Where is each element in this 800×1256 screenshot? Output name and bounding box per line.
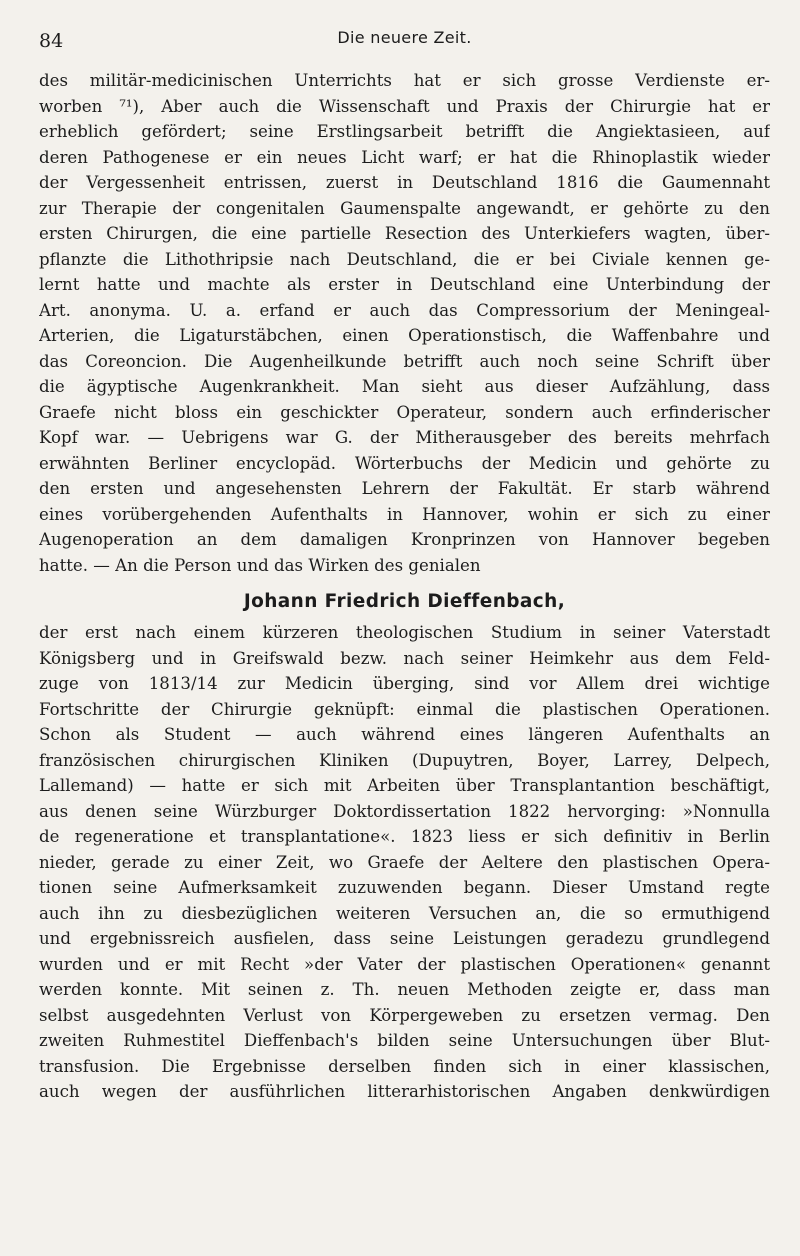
text-line: Königsberg und in Greifswald bezw. nach seiner Heimkehr aus dem Feld-	[39, 648, 770, 668]
text-line: werden konnte. Mit seinen z. Th. neuen Methoden zeigte er, dass man	[39, 980, 770, 999]
running-title: Die neuere Zeit.	[337, 28, 472, 47]
paragraph-graefe	[39, 68, 770, 578]
text-line: wurden und er mit Recht »der Vater der plastischen Operationen« genannt	[39, 954, 770, 974]
text-line: auch wegen der ausführlichen litterarhistorischen Angaben denkwürdigen	[39, 1082, 770, 1101]
text-line: erwähnten Berliner encyclopäd. Wörterbuchs der Medicin und gehörte zu	[39, 453, 770, 473]
text-line: Arterien, die Ligaturstäbchen, einen Operationstisch, die Waffenbahre und	[39, 326, 770, 345]
text-line: Graefe nicht bloss ein geschickter Operateur, sondern auch erfinderischer	[39, 402, 770, 422]
text-line: des militär-medicinischen Unterrichts hat er sich grosse Verdienste er-	[39, 71, 770, 90]
text-line: auch ihn zu diesbezüglichen weiteren Versuchen an, die so ermuthigend	[39, 903, 770, 923]
text-line: selbst ausgedehnten Verlust von Körpergeweben zu ersetzen vermag. Den	[39, 1005, 770, 1025]
text-line: de regeneratione et transplantatione«. 1823 liess er sich definitiv in Berlin	[39, 827, 770, 846]
text-line: erheblich gefördert; seine Erstlingsarbeit betrifft die Angiektasieen, auf	[39, 122, 770, 141]
text-line: pflanzte die Lithothripsie nach Deutschland, die er bei Civiale kennen ge-	[39, 249, 770, 269]
text-line: worben ⁷¹), Aber auch die Wissenschaft und Praxis der Chirurgie hat er	[39, 96, 770, 116]
text-line: zuge von 1813/14 zur Medicin überging, sind vor Allem drei wichtige	[39, 674, 770, 693]
text-line: französischen chirurgischen Kliniken (Dupuytren, Boyer, Larrey, Delpech,	[39, 750, 770, 770]
text-line: die ägyptische Augenkrankheit. Man sieht aus dieser Aufzählung, dass	[39, 377, 770, 396]
text-line: Fortschritte der Chirurgie geknüpft: einmal die plastischen Operationen.	[39, 699, 770, 719]
text-line: transfusion. Die Ergebnisse derselben finden sich in einer klassischen,	[39, 1056, 770, 1076]
text-line: lernt hatte und machte als erster in Deutschland eine Unterbindung der	[39, 275, 770, 294]
text-line: zweiten Ruhmestitel Dieffenbach's bilden seine Untersuchungen über Blut-	[39, 1031, 770, 1050]
text-line: das Coreoncion. Die Augenheilkunde betrifft auch noch seine Schrift über	[39, 351, 770, 371]
text-line: Schon als Student — auch während eines längeren Aufenthalts an	[39, 725, 770, 744]
text-line: zur Therapie der congenitalen Gaumenspalte angewandt, er gehörte zu den	[39, 198, 770, 218]
text-line: Kopf war. — Uebrigens war G. der Mitherausgeber des bereits mehrfach	[39, 428, 770, 447]
text-line: Lallemand) — hatte er sich mit Arbeiten über Transplantantion beschäftigt,	[39, 776, 770, 795]
text-line: ersten Chirurgen, die eine partielle Resection des Unterkiefers wagten, über-	[39, 224, 770, 243]
text-line: Augenoperation an dem damaligen Kronprinzen von Hannover begeben	[39, 530, 770, 549]
running-head	[39, 20, 770, 52]
text-line: hatte. — An die Person und das Wirken des genialen	[39, 555, 481, 575]
text-line: aus denen seine Würzburger Doktordissertation 1822 hervorging: »Nonnulla	[39, 801, 770, 821]
text-line: deren Pathogenese er ein neues Licht warf; er hat die Rhinoplastik wieder	[39, 147, 770, 167]
text-line: der erst nach einem kürzeren theologischen Studium in seiner Vaterstadt	[39, 623, 770, 642]
body-text	[39, 68, 770, 1105]
text-line: Art. anonyma. U. a. erfand er auch das Compressorium der Meningeal-	[39, 300, 770, 320]
text-line: tionen seine Aufmerksamkeit zuzuwenden begann. Dieser Umstand regte	[39, 878, 770, 897]
text-line: nieder, gerade zu einer Zeit, wo Graefe der Aeltere den plastischen Opera-	[39, 852, 770, 872]
text-line: eines vorübergehenden Aufenthalts in Hannover, wohin er sich zu einer	[39, 504, 770, 524]
text-line: den ersten und angesehensten Lehrern der Fakultät. Er starb während	[39, 479, 770, 498]
section-heading: Johann Friedrich Dieffenbach,	[243, 591, 566, 612]
text-line: und ergebnissreich ausfielen, dass seine Leistungen geradezu grundlegend	[39, 929, 770, 948]
page-number: 84	[39, 30, 64, 52]
text-line: der Vergessenheit entrissen, zuerst in Deutschland 1816 die Gaumennaht	[39, 173, 770, 192]
paragraph-dieffenbach	[39, 620, 770, 1105]
